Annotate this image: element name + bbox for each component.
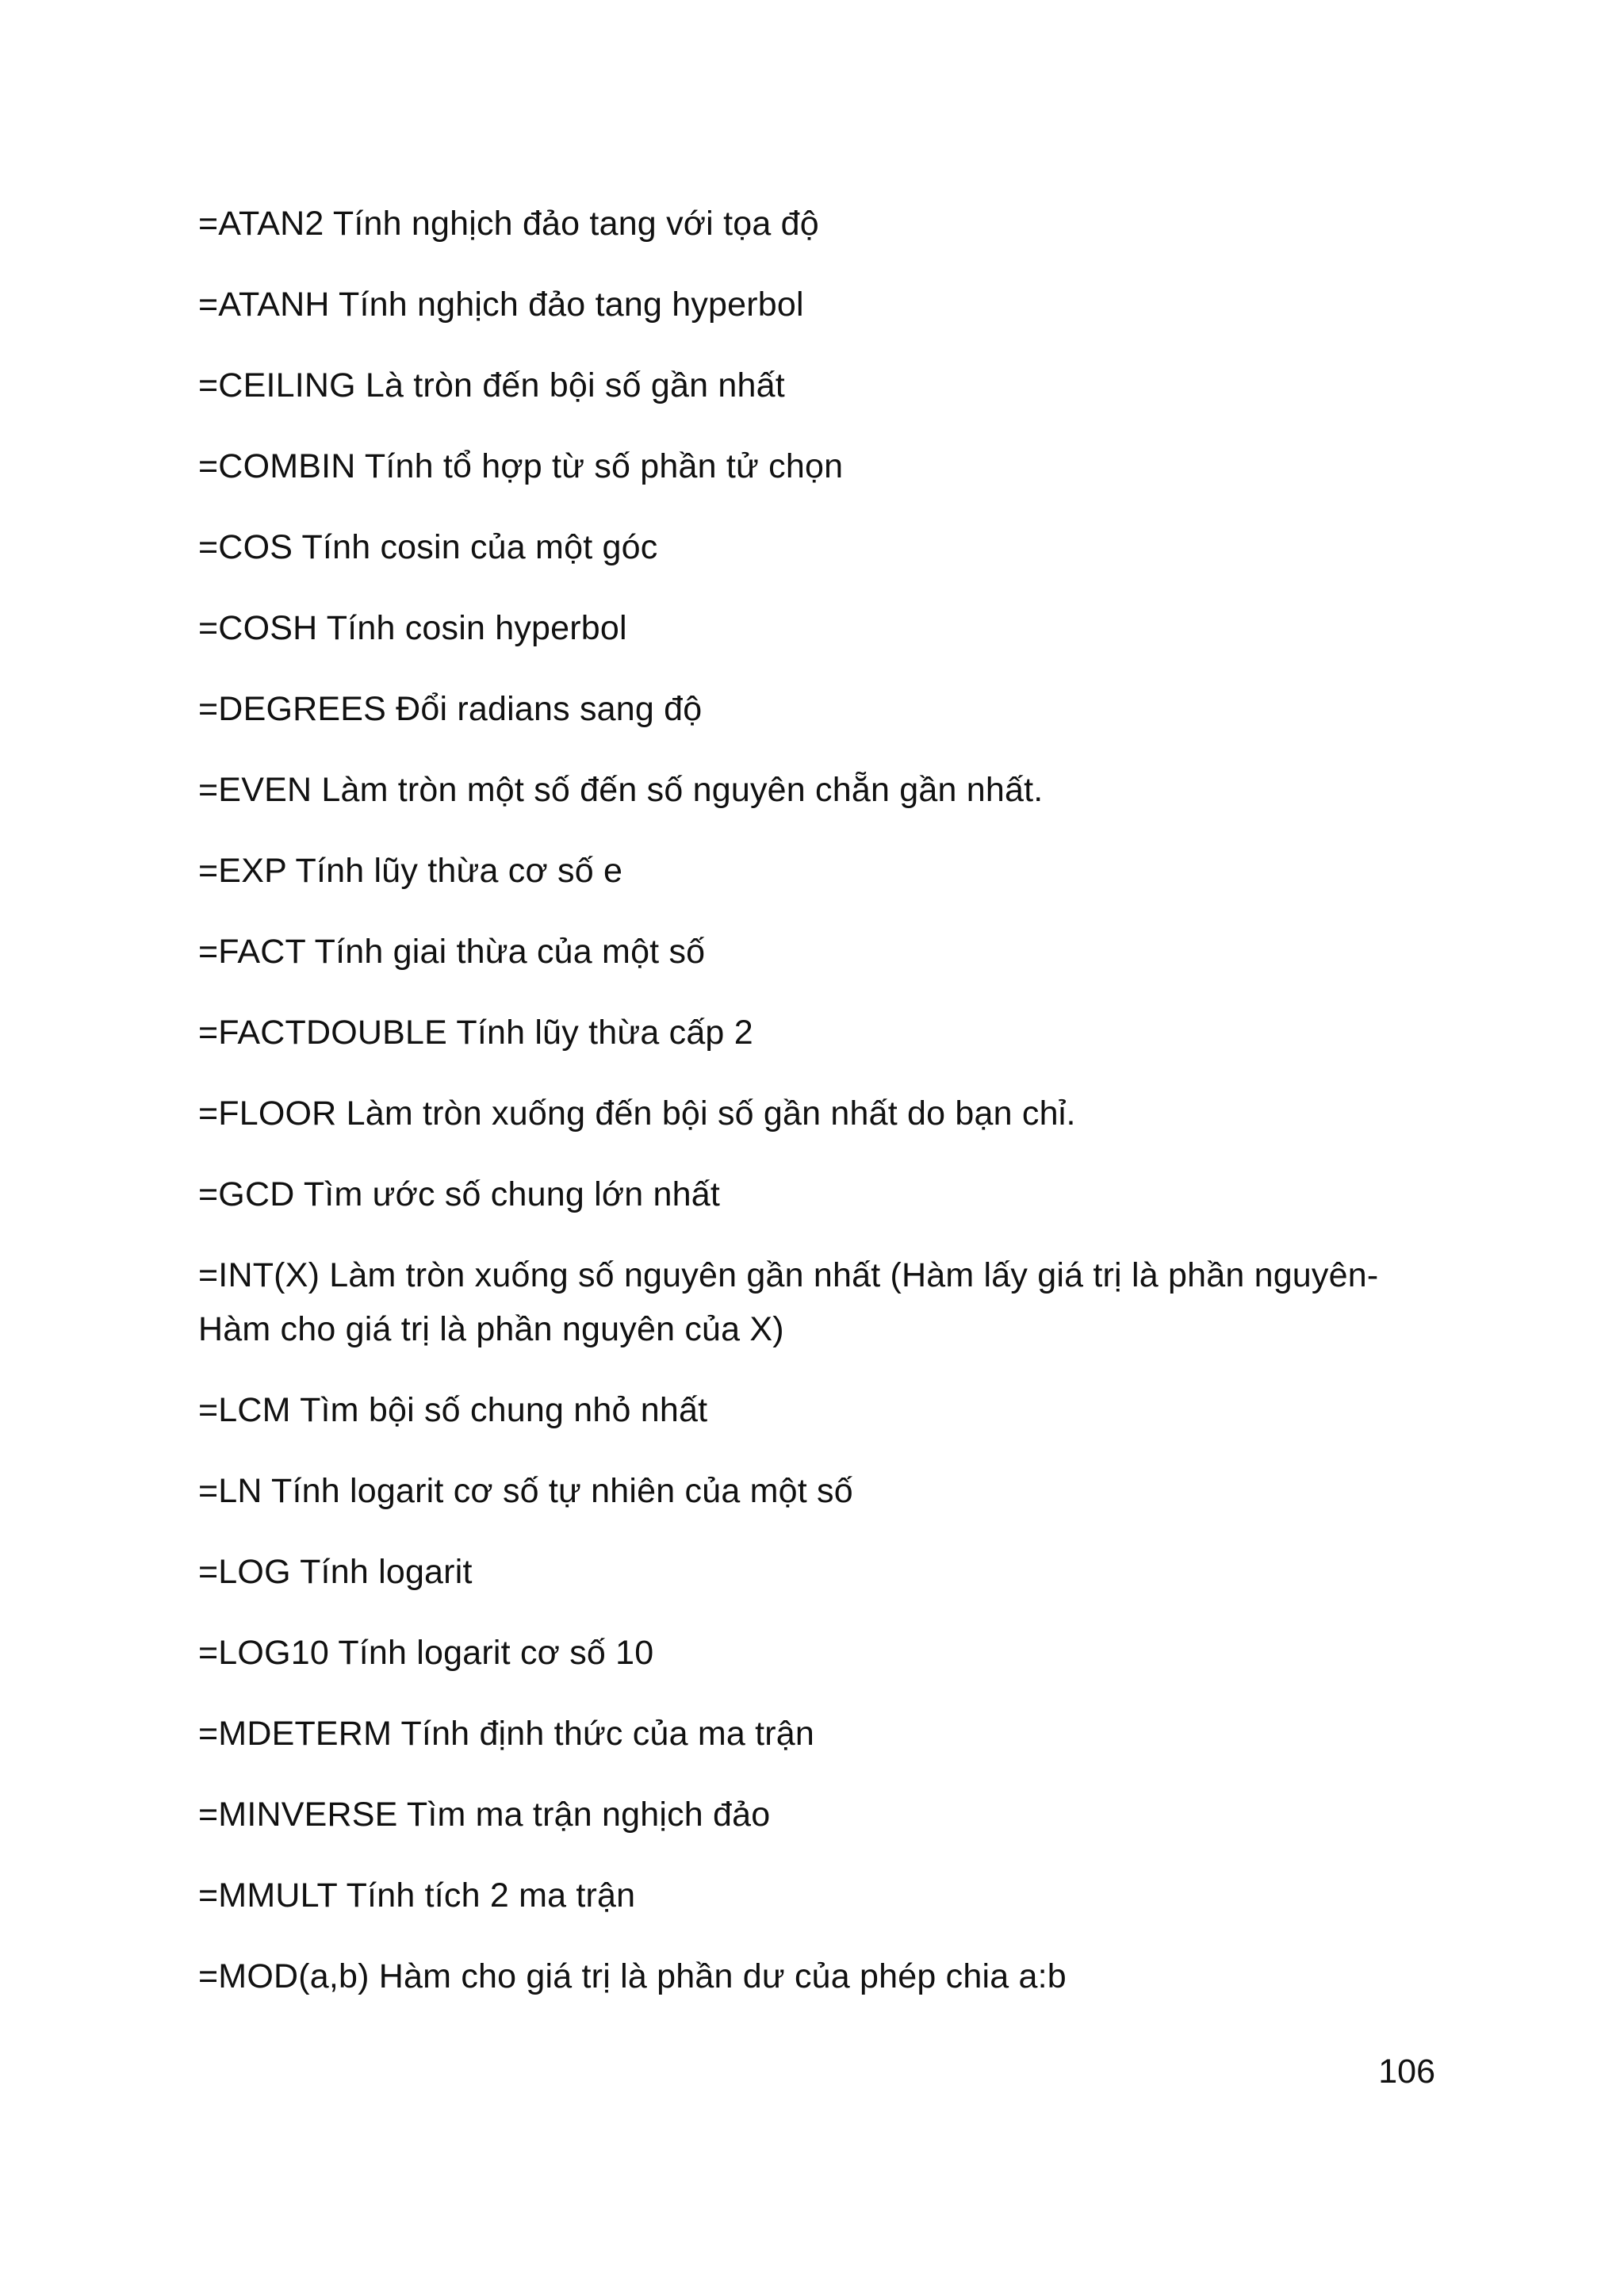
- list-item: =MOD(a,b) Hàm cho giá trị là phần dư của phép chia a:b: [198, 1957, 1067, 1995]
- list-item: =LOG Tính logarit: [198, 1553, 473, 1591]
- list-item: =EVEN Làm tròn một số đến số nguyên chẵn gần nhất.: [198, 771, 1044, 809]
- list-item: =EXP Tính lũy thừa cơ số e: [198, 852, 623, 890]
- list-item: =LOG10 Tính logarit cơ số 10: [198, 1634, 654, 1672]
- list-item: =LCM Tìm bội số chung nhỏ nhất: [198, 1391, 708, 1429]
- list-item: =ATANH Tính nghịch đảo tang hyperbol: [198, 286, 804, 324]
- list-item: =MDETERM Tính định thức của ma trận: [198, 1715, 815, 1753]
- list-item: =CEILING Là tròn đến bội số gần nhất: [198, 366, 785, 404]
- list-item: =COMBIN Tính tổ hợp từ số phần tử chọn: [198, 447, 844, 485]
- list-item: =COSH Tính cosin hyperbol: [198, 609, 627, 647]
- list-item: =MINVERSE Tìm ma trận nghịch đảo: [198, 1796, 771, 1834]
- function-list: [198, 197, 1435, 2030]
- list-item: =DEGREES Đổi radians sang độ: [198, 690, 703, 728]
- list-item: =MMULT Tính tích 2 ma trận: [198, 1876, 636, 1915]
- page-number: 106: [1378, 2053, 1435, 2091]
- list-item: =INT(X) Làm tròn xuống số nguyên gần nhất (Hàm lấy giá trị là phần nguyên-Hàm cho giá trị là phần nguyên của X): [198, 1256, 1379, 1348]
- list-item: =FACTDOUBLE Tính lũy thừa cấp 2: [198, 1014, 753, 1052]
- list-item: =LN Tính logarit cơ số tự nhiên của một số: [198, 1472, 853, 1510]
- list-item: =COS Tính cosin của một góc: [198, 528, 658, 566]
- list-item: =GCD Tìm ước số chung lớn nhất: [198, 1175, 721, 1213]
- list-item: =FLOOR Làm tròn xuống đến bội số gần nhất do bạn chỉ.: [198, 1094, 1076, 1133]
- list-item: =ATAN2 Tính nghịch đảo tang với tọa độ: [198, 205, 819, 243]
- list-item: =FACT Tính giai thừa của một số: [198, 933, 706, 971]
